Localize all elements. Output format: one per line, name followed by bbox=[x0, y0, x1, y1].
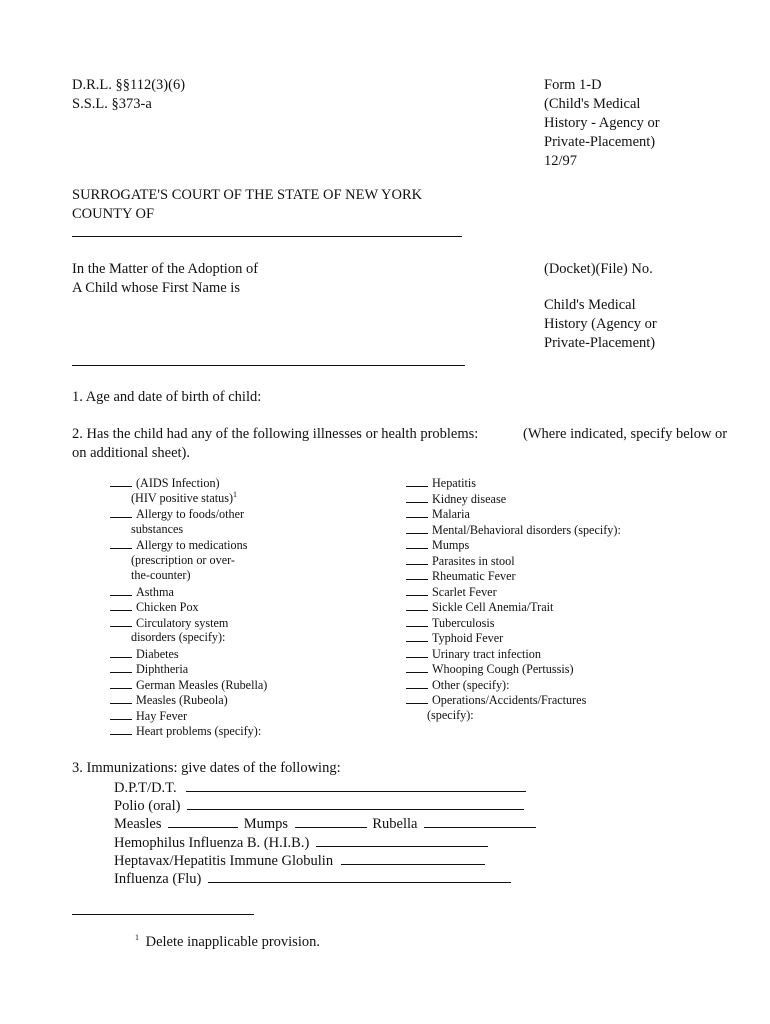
illness-item bbox=[110, 506, 267, 522]
illness-label: (HIV positive status) bbox=[131, 490, 234, 505]
illness-item bbox=[406, 568, 621, 584]
illness-label: Tuberculosis bbox=[432, 615, 495, 630]
illness-label: Mental/Behavioral disorders (specify): bbox=[432, 522, 621, 537]
question-2: 2. Has the child had any of the following illnesses or health problems: bbox=[72, 426, 479, 442]
title-line: History (Agency or bbox=[544, 316, 657, 332]
illness-label: Allergy to foods/other bbox=[136, 507, 245, 521]
illness-item bbox=[110, 553, 267, 569]
illness-checkbox-blank[interactable] bbox=[110, 646, 132, 658]
measles-label: Measles bbox=[114, 816, 162, 832]
flu-date-field[interactable] bbox=[208, 869, 511, 883]
illness-checkbox-blank[interactable] bbox=[110, 692, 132, 704]
title-line: Private-Placement) bbox=[544, 335, 656, 351]
polio-date-field[interactable] bbox=[187, 796, 524, 810]
illness-checkbox-blank[interactable] bbox=[406, 506, 428, 518]
polio-label: Polio (oral) bbox=[114, 798, 181, 814]
illness-label: Urinary tract infection bbox=[432, 646, 541, 661]
illness-checkbox-blank[interactable] bbox=[406, 568, 428, 580]
illness-label: Hepatitis bbox=[432, 476, 477, 490]
immunization-dpt bbox=[114, 778, 526, 798]
question-2-continued: on additional sheet). bbox=[72, 445, 190, 461]
illness-label: Parasites in stool bbox=[432, 553, 515, 568]
illness-label: substances bbox=[131, 521, 184, 536]
illness-label: the-counter) bbox=[131, 568, 191, 582]
mumps-label: Mumps bbox=[243, 816, 289, 832]
hepatitis-label: Heptavax/Hepatitis Immune Globulin bbox=[114, 853, 334, 869]
footnote-separator bbox=[72, 914, 254, 915]
document-title bbox=[544, 296, 657, 353]
form-identifier bbox=[544, 76, 660, 171]
illness-item bbox=[110, 630, 267, 646]
docket-number-label: (Docket)(File) No. bbox=[544, 261, 653, 277]
illness-item bbox=[110, 723, 267, 739]
illness-checkbox-blank[interactable] bbox=[406, 475, 428, 487]
illness-item bbox=[406, 630, 621, 646]
flu-label: Influenza (Flu) bbox=[114, 871, 202, 887]
illness-label: Circulatory system bbox=[136, 615, 229, 630]
illness-checkbox-blank[interactable] bbox=[110, 723, 132, 735]
illness-item bbox=[110, 708, 267, 724]
county-blank[interactable] bbox=[72, 236, 462, 237]
illness-checkbox-blank[interactable] bbox=[406, 599, 428, 611]
illness-checkbox-blank[interactable] bbox=[406, 491, 428, 503]
footnote-text: Delete inapplicable provision. bbox=[145, 934, 320, 950]
illness-list-right bbox=[406, 475, 621, 723]
title-line: Child's Medical bbox=[544, 297, 636, 313]
illness-item bbox=[110, 475, 267, 491]
illness-item bbox=[406, 661, 621, 677]
dpt-label: D.P.T/D.T. bbox=[114, 780, 177, 796]
illness-label: Diphtheria bbox=[136, 662, 189, 676]
illness-label: German Measles (Rubella) bbox=[136, 677, 268, 692]
form-line: (Child's Medical bbox=[544, 96, 641, 112]
illness-checkbox-blank[interactable] bbox=[406, 661, 428, 673]
illness-checkbox-blank[interactable] bbox=[406, 630, 428, 642]
illness-label: Whooping Cough (Pertussis) bbox=[432, 662, 574, 676]
immunization-mmr bbox=[114, 814, 536, 834]
illness-label: Operations/Accidents/Fractures bbox=[432, 693, 587, 707]
illness-item bbox=[406, 708, 621, 724]
illness-item bbox=[406, 692, 621, 708]
illness-label: (prescription or over- bbox=[131, 552, 235, 567]
illness-checkbox-blank[interactable] bbox=[406, 677, 428, 689]
illness-label: Scarlet Fever bbox=[432, 584, 497, 599]
mumps-date-field[interactable] bbox=[295, 814, 367, 828]
illness-checkbox-blank[interactable] bbox=[110, 661, 132, 673]
illness-label: Measles (Rubeola) bbox=[136, 693, 228, 707]
illness-checkbox-blank[interactable] bbox=[110, 506, 132, 518]
illness-item bbox=[110, 522, 267, 538]
form-line: Form 1-D bbox=[544, 77, 602, 93]
illness-label: Typhoid Fever bbox=[432, 631, 504, 645]
illness-label: Sickle Cell Anemia/Trait bbox=[432, 600, 554, 614]
statute-reference-2: S.S.L. §373-a bbox=[72, 96, 152, 112]
question-2-instruction: (Where indicated, specify below or bbox=[523, 426, 728, 442]
form-line: History - Agency or bbox=[544, 115, 660, 131]
illness-item bbox=[110, 615, 267, 631]
illness-item bbox=[110, 491, 267, 507]
illness-item bbox=[406, 646, 621, 662]
dpt-date-field[interactable] bbox=[186, 778, 526, 792]
illness-checkbox-blank[interactable] bbox=[110, 599, 132, 611]
illness-item bbox=[406, 506, 621, 522]
illness-item bbox=[110, 599, 267, 615]
statute-reference-1: D.R.L. §§112(3)(6) bbox=[72, 77, 186, 93]
illness-item bbox=[406, 475, 621, 491]
immunization-polio bbox=[114, 796, 524, 816]
immunization-flu bbox=[114, 869, 511, 889]
illness-item bbox=[110, 692, 267, 708]
illness-label: Hay Fever bbox=[136, 708, 188, 723]
illness-item bbox=[406, 677, 621, 693]
measles-date-field[interactable] bbox=[168, 814, 238, 828]
illness-item bbox=[406, 584, 621, 600]
footnote-reference: 1 bbox=[233, 489, 238, 499]
illness-item bbox=[406, 537, 621, 553]
illness-item bbox=[110, 568, 267, 584]
rubella-label: Rubella bbox=[372, 816, 418, 832]
illness-item bbox=[110, 677, 267, 693]
illness-label: Allergy to medications bbox=[136, 538, 248, 552]
court-name: SURROGATE'S COURT OF THE STATE OF NEW YORK bbox=[72, 187, 423, 203]
illness-label: (AIDS Infection) bbox=[136, 476, 220, 490]
illness-checkbox-blank[interactable] bbox=[406, 646, 428, 658]
illness-item bbox=[406, 553, 621, 569]
hib-date-field[interactable] bbox=[316, 833, 488, 847]
illness-label: Diabetes bbox=[136, 646, 179, 661]
illness-checkbox-blank[interactable] bbox=[406, 522, 428, 534]
illness-list-left bbox=[110, 475, 267, 739]
illness-checkbox-blank[interactable] bbox=[110, 615, 132, 627]
child-name-blank[interactable] bbox=[72, 365, 465, 366]
county-label: COUNTY OF bbox=[72, 206, 155, 222]
illness-label: (specify): bbox=[427, 707, 474, 722]
hib-label: Hemophilus Influenza B. (H.I.B.) bbox=[114, 835, 310, 851]
illness-checkbox-blank[interactable] bbox=[406, 584, 428, 596]
illness-item bbox=[110, 584, 267, 600]
illness-checkbox-blank[interactable] bbox=[406, 553, 428, 565]
illness-checkbox-blank[interactable] bbox=[110, 708, 132, 720]
illness-item bbox=[406, 491, 621, 507]
illness-label: Kidney disease bbox=[432, 491, 507, 506]
illness-item bbox=[110, 646, 267, 662]
illness-checkbox-blank[interactable] bbox=[406, 615, 428, 627]
form-line: Private-Placement) bbox=[544, 134, 656, 150]
illness-label: Heart problems (specify): bbox=[136, 724, 262, 738]
illness-item bbox=[406, 522, 621, 538]
immunization-hib bbox=[114, 833, 488, 853]
illness-checkbox-blank[interactable] bbox=[110, 677, 132, 689]
matter-line-2: A Child whose First Name is bbox=[72, 280, 240, 296]
form-line: 12/97 bbox=[544, 153, 578, 169]
illness-checkbox-blank[interactable] bbox=[110, 537, 132, 549]
illness-label: Chicken Pox bbox=[136, 600, 199, 614]
illness-item bbox=[110, 661, 267, 677]
question-3: 3. Immunizations: give dates of the following: bbox=[72, 760, 341, 776]
illness-label: Other (specify): bbox=[432, 677, 510, 692]
illness-label: Rheumatic Fever bbox=[432, 569, 516, 583]
illness-item bbox=[406, 599, 621, 615]
rubella-date-field[interactable] bbox=[424, 814, 536, 828]
illness-checkbox-blank[interactable] bbox=[110, 584, 132, 596]
matter-line-1: In the Matter of the Adoption of bbox=[72, 261, 259, 277]
illness-label: disorders (specify): bbox=[131, 630, 226, 644]
hepatitis-date-field[interactable] bbox=[341, 851, 485, 865]
illness-item bbox=[110, 537, 267, 553]
illness-checkbox-blank[interactable] bbox=[406, 692, 428, 704]
illness-label: Asthma bbox=[136, 584, 174, 599]
footnote bbox=[135, 933, 320, 952]
immunization-hepatitis bbox=[114, 851, 485, 871]
illness-label: Mumps bbox=[432, 538, 470, 552]
illness-checkbox-blank[interactable] bbox=[406, 537, 428, 549]
illness-label: Malaria bbox=[432, 507, 470, 521]
illness-checkbox-blank[interactable] bbox=[110, 475, 132, 487]
question-1: 1. Age and date of birth of child: bbox=[72, 389, 262, 405]
footnote-marker: 1 bbox=[135, 933, 139, 943]
illness-item bbox=[406, 615, 621, 631]
